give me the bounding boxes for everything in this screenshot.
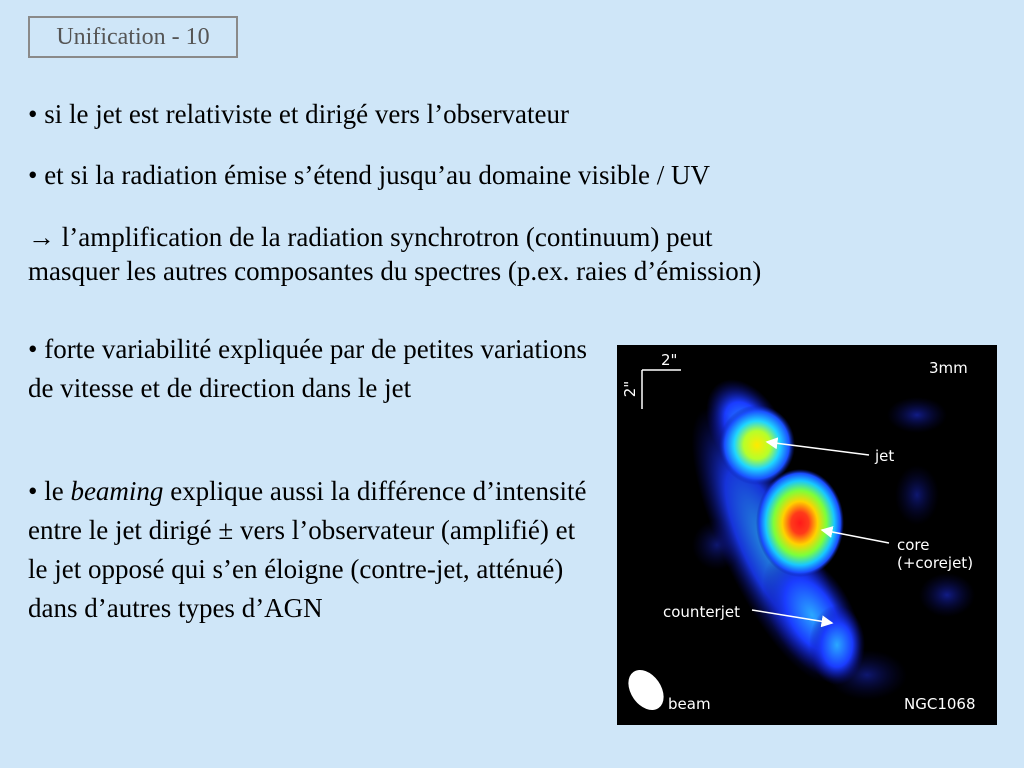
bullet-beaming-prefix: • le bbox=[28, 476, 71, 506]
bullet-beaming bbox=[28, 472, 588, 628]
scale-bar bbox=[642, 370, 681, 409]
arrow-amplification-text bbox=[28, 220, 1008, 288]
scale-label-y: 2" bbox=[621, 380, 639, 398]
arrow-line-2: masquer les autres composantes du spectres (p.ex. raies d’émission) bbox=[28, 256, 762, 286]
scale-label-x: 2" bbox=[661, 351, 678, 369]
corejet-label: (+corejet) bbox=[897, 554, 974, 572]
beaming-term: beaming bbox=[70, 476, 164, 506]
bullet-visible-uv: • et si la radiation émise s’étend jusqu’au domaine visible / UV bbox=[28, 160, 711, 190]
object-label: NGC1068 bbox=[904, 695, 976, 713]
ngc1068-radio-image bbox=[617, 345, 997, 725]
slide-title: Unification - 10 bbox=[28, 16, 238, 58]
beam-ellipse bbox=[621, 663, 671, 716]
bullet-beaming-suffix: explique aussi la différence d’intensité entre le jet dirigé ± vers l’observateur (amplifié) et le jet opposé qui s’en éloigne (contre-jet, atténué) dans d’autres types d’AGN bbox=[28, 476, 587, 623]
jet-label: jet bbox=[875, 447, 895, 465]
bullet-relativistic-jet: • si le jet est relativiste et dirigé vers l’observateur bbox=[28, 99, 570, 129]
beam-label: beam bbox=[668, 695, 711, 713]
ngc1068-image-svg bbox=[617, 345, 997, 725]
band-label: 3mm bbox=[929, 359, 968, 377]
core-label: core bbox=[897, 536, 930, 554]
arrow-line-1: → l’amplification de la radiation synchrotron (continuum) peut bbox=[28, 222, 713, 252]
bullet-variability: • forte variabilité expliquée par de petites variations de vitesse et de direction dans le jet bbox=[28, 334, 587, 403]
counterjet-label: counterjet bbox=[663, 603, 740, 621]
